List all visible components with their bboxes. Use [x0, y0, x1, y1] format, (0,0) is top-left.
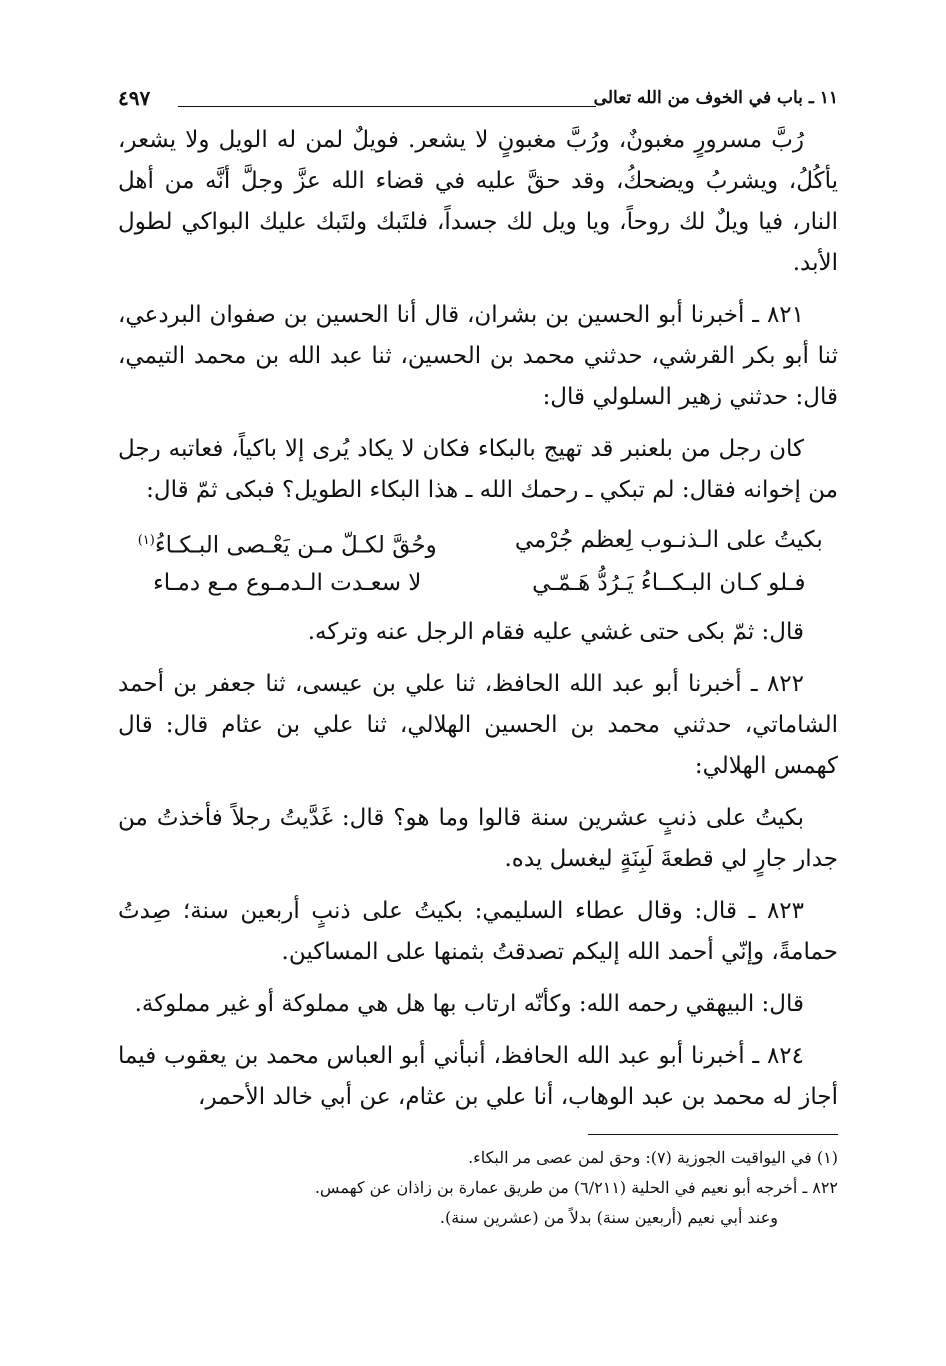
verse-1-first-hemistich: بكيتُ على الـذنـوب لِعظم جُرْمي [514, 527, 823, 553]
book-page [118, 80, 838, 1233]
footnote-822: ٨٢٢ ـ أخرجه أبو نعيم في الحلية (٦/٢١١) من طريق عمارة بن زاذان عن كهمس. [314, 1177, 838, 1197]
paragraph-823: ٨٢٣ ـ قال: وقال عطاء السليمي: بكيتُ على ذنبٍ أربعين سنة؛ صِدتُ حمامةً، وإنّي أحمد الله إليكم تصدقتُ بثمنها على المساكين. [118, 897, 838, 965]
verse-line-2 [118, 565, 838, 602]
paragraph-822-isnad: ٨٢٢ ـ أخبرنا أبو عبد الله الحافظ، ثنا علي بن عيسى، ثنا جعفر بن أحمد الشاماتي، حدثني محمد بن الحسين الهلالي، ثنا علي بن عثام قال: قال كهمس الهلالي: [118, 670, 838, 779]
verse-1-second-text: وحُقَّ لكـلّ مـن يَعْـصى البـكـاءُ [154, 532, 437, 559]
running-header [118, 80, 838, 120]
footnote-822-continued: وعند أبي نعيم (أربعين سنة) بدلاً من (عشرين سنة). [439, 1207, 778, 1227]
verse-2-second-hemistich: لا سعـدت الـدمـوع مـع دمـاء [152, 569, 422, 596]
paragraph-821-text: كان رجل من بلعنبر قد تهيج بالبكاء فكان لا يكاد يُرى إلا باكياً، فعاتبه رجل من إخوانه فقال: لم تبكي ـ رحمك الله ـ هذا البكاء الطويل؟ فبكى ثمّ قال: [118, 436, 838, 503]
footnote-1: (١) في اليواقيت الجوزية (٧): وحق لمن عصى مر البكاء. [468, 1147, 838, 1167]
verse-2-first-hemistich: فـلو كـان البـكــاءُ يَـرُدُّ هَـمّـي [532, 569, 806, 596]
paragraph-822-text: بكيتُ على ذنبٍ عشرين سنة قالوا وما هو؟ قال: غَدَّيتُ رجلاً فأخذتُ من جدار جارٍ لي قطعةَ لَبِنَةٍ ليغسل يده. [118, 804, 838, 872]
footnote-rule [588, 1134, 838, 1135]
poem [118, 522, 838, 602]
verse-line-1 [118, 522, 838, 565]
paragraph-824: ٨٢٤ ـ أخبرنا أبو عبد الله الحافظ، أنبأني أبو العباس محمد بن يعقوب فيما أجاز له محمد بن عبد الوهاب، أنا علي بن عثام، عن أبي خالد الأحمر، [118, 1042, 838, 1110]
paragraph-intro: رُبَّ مسرورٍ مغبونٌ، ورُبَّ مغبونٍ لا يشعر. فويلٌ لمن له الويل ولا يشعر، يأكُلُ، ويشربُ ويضحكُ، وقد حقَّ عليه في قضاء الله عزَّ وجلَّ أنَّه من أهل النار، فيا ويلٌ لك روحاً، ويا ويل لك جسداً، فلتَبك ولتَبك عليك البواكي لطول الأبد. [118, 127, 838, 276]
page-number: ٤٩٧ [118, 86, 151, 110]
paragraph-821-end: قال: ثمّ بكى حتى غشي عليه فقام الرجل عنه وتركه. [307, 618, 804, 645]
footnote-marker: (١) [137, 533, 155, 548]
footnotes [118, 1143, 838, 1233]
chapter-title: ١١ ـ باب في الخوف من الله تعالى [593, 88, 838, 108]
header-rule [178, 106, 596, 107]
paragraph-823-note: قال: البيهقي رحمه الله: وكأنّه ارتاب بها هل هي مملوكة أو غير مملوكة. [134, 990, 804, 1017]
paragraph-821-isnad: ٨٢١ ـ أخبرنا أبو الحسين بن بشران، قال أنا الحسين بن صفوان البردعي، ثنا أبو بكر القرشي، حدثني محمد بن الحسين، ثنا عبد الله بن محمد التيمي، قال: حدثني زهير السلولي قال: [118, 302, 838, 410]
verse-1-second-hemistich [118, 522, 456, 565]
